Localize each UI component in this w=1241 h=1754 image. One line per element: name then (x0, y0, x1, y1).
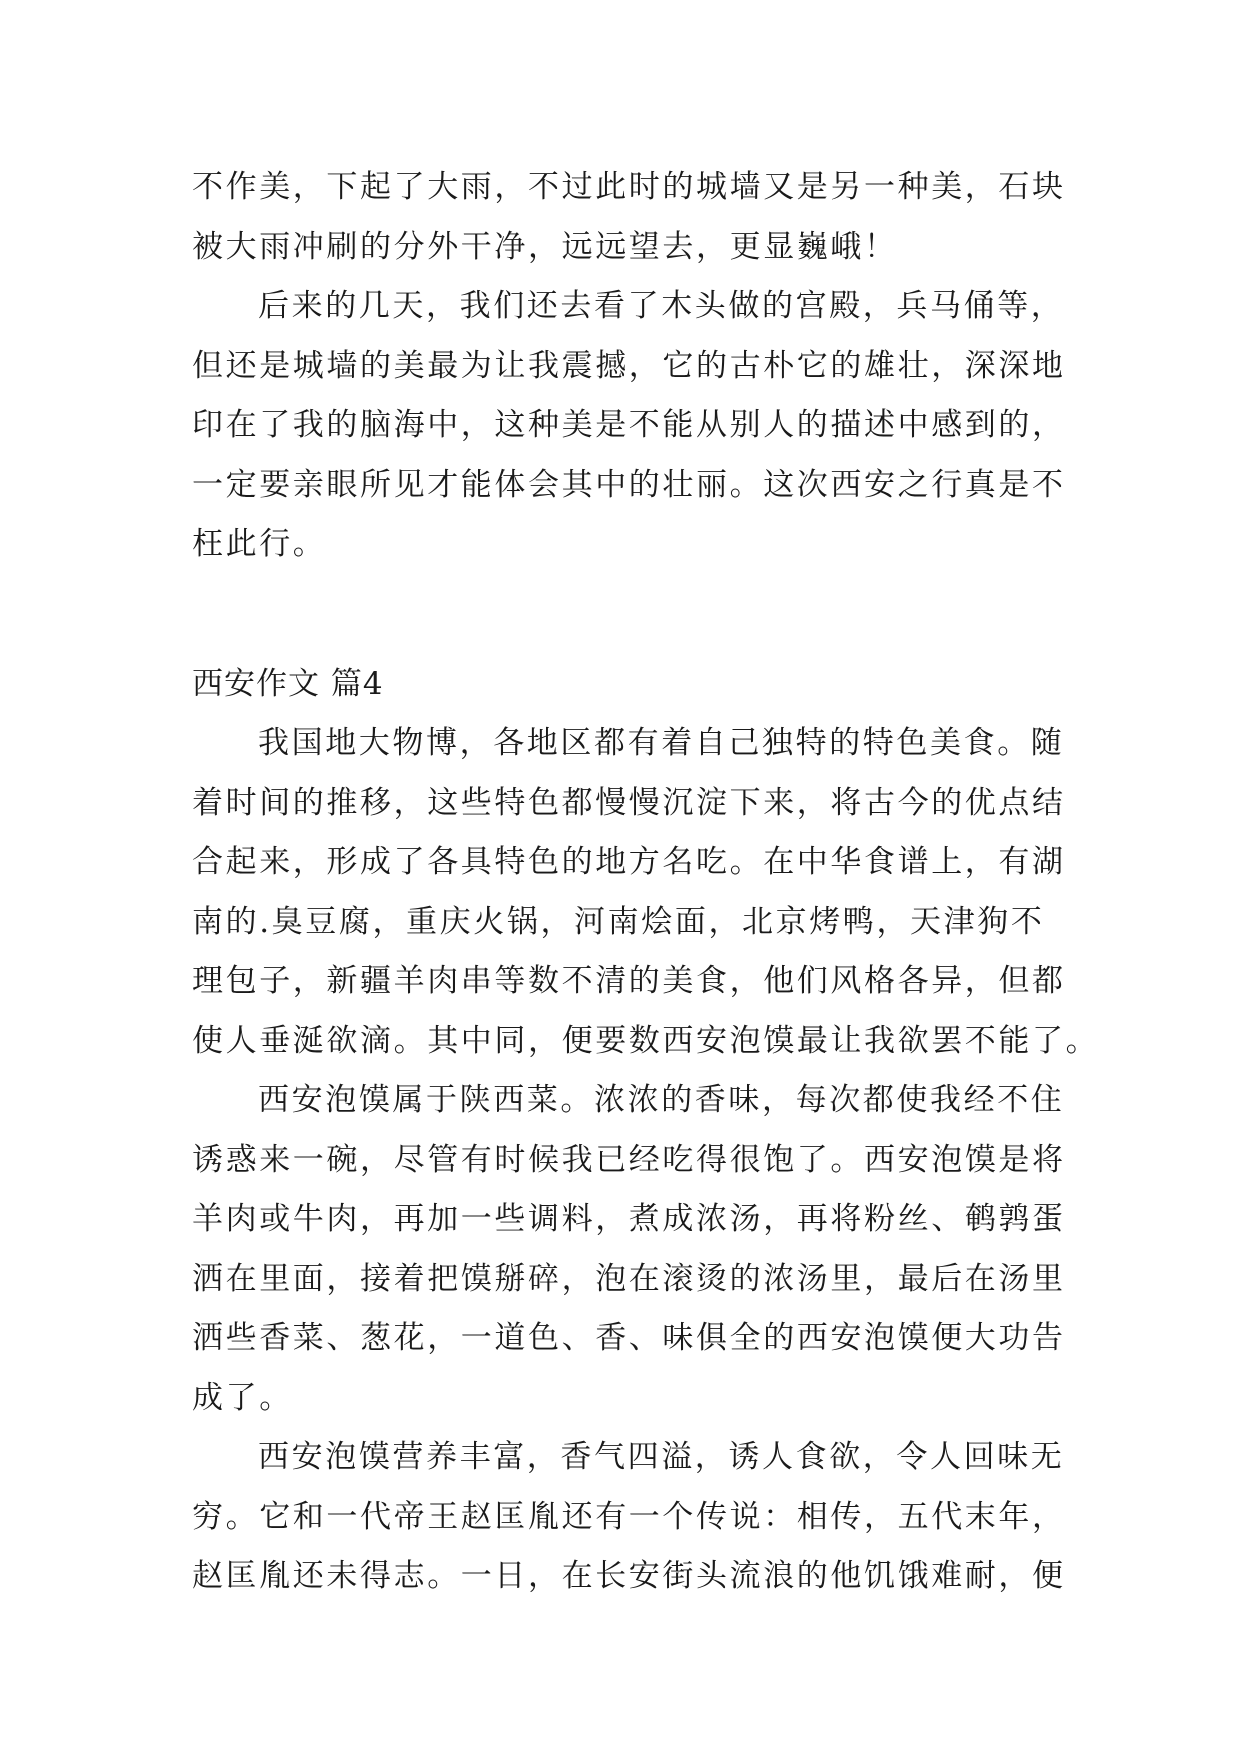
section-gap (192, 575, 1062, 655)
text-line: 诱惑来一碗，尽管有时候我已经吃得很饱了。西安泡馍是将 (192, 1141, 1066, 1178)
section-heading: 西安作文 篇4 (192, 665, 384, 702)
text-line: 着时间的推移，这些特色都慢慢沉淀下来，将古今的优点结 (192, 784, 1066, 821)
text-line: 西安泡馍营养丰富，香气四溢，诱人食欲，令人回味无 (258, 1439, 1065, 1475)
paragraph (192, 1428, 1066, 1607)
text-line: 合起来，形成了各具特色的地方名吃。在中华食谱上，有湖 (192, 844, 1066, 880)
text-line: 后来的几天，我们还去看了木头做的宫殿，兵马俑等， (258, 288, 1065, 324)
text-line: 赵匡胤还未得志。一日，在长安街头流浪的他饥饿难耐，便 (192, 1558, 1066, 1594)
text-line: 西安泡馍属于陕西菜。浓浓的香味，每次都使我经不住 (258, 1082, 1065, 1118)
text-line: 理包子，新疆羊肉串等数不清的美食，他们风格各异，但都 (192, 963, 1066, 999)
text-line: 穷。它和一代帝王赵匡胤还有一个传说：相传，五代末年， (192, 1498, 1066, 1535)
document-body (192, 158, 1100, 1607)
text-line: 成了。 (192, 1379, 293, 1416)
text-line: 羊肉或牛肉，再加一些调料，煮成浓汤，再将粉丝、鹌鹑蛋 (192, 1201, 1066, 1237)
paragraph (192, 277, 1066, 575)
text-line: 我国地大物博，各地区都有着自己独特的特色美食。随 (258, 725, 1065, 761)
paragraph-continued (192, 158, 1066, 277)
text-line: 枉此行。 (192, 526, 327, 562)
paragraph (192, 714, 1100, 1071)
text-line: 印在了我的脑海中，这种美是不能从别人的描述中感到的， (192, 407, 1066, 443)
text-line: 但还是城墙的美最为让我震撼，它的古朴它的雄壮，深深地 (192, 347, 1066, 384)
text-line: 南的.臭豆腐，重庆火锅，河南烩面，北京烤鸭，天津狗不 (192, 903, 1045, 940)
text-line: 使人垂涎欲滴。其中同，便要数西安泡馍最让我欲罢不能了。 (192, 1022, 1100, 1059)
paragraph (192, 1071, 1066, 1428)
text-line: 不作美，下起了大雨，不过此时的城墙又是另一种美，石块 (192, 169, 1066, 205)
text-line: 洒在里面，接着把馍掰碎，泡在滚烫的浓汤里，最后在汤里 (192, 1260, 1066, 1297)
text-line: 被大雨冲刷的分外干净，远远望去，更显巍峨！ (192, 228, 898, 265)
text-line: 一定要亲眼所见才能体会其中的壮丽。这次西安之行真是不 (192, 466, 1066, 503)
text-line: 洒些香菜、葱花，一道色、香、味俱全的西安泡馍便大功告 (192, 1320, 1066, 1356)
